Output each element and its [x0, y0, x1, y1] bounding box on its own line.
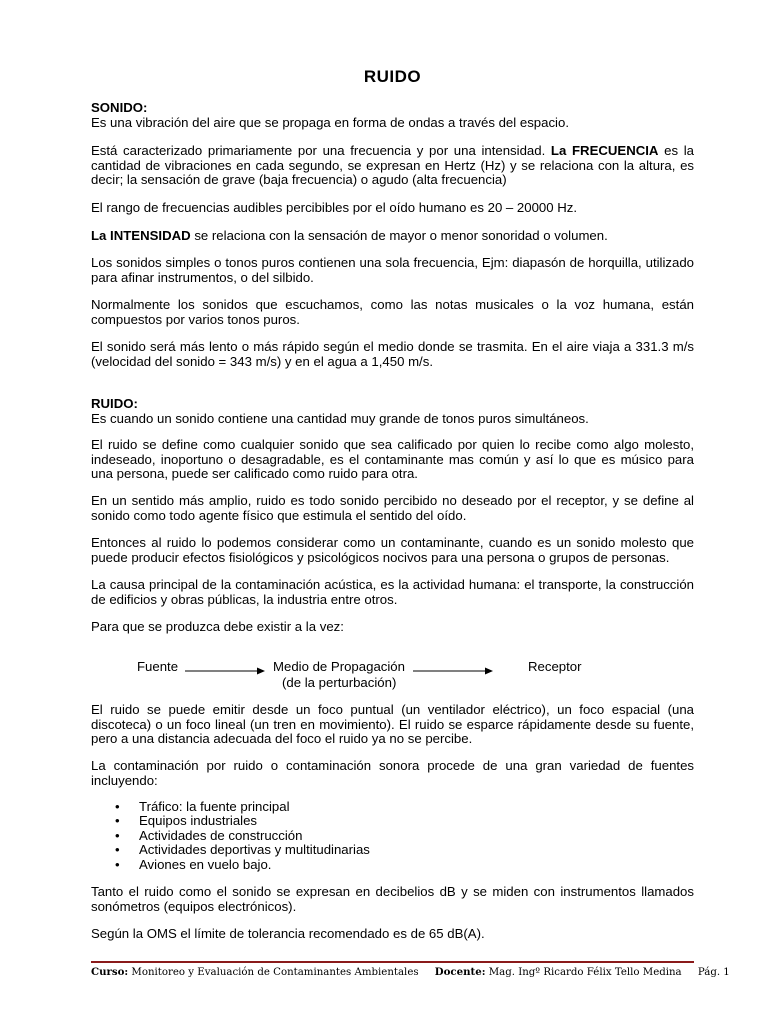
list-item — [91, 843, 694, 857]
sonido-paragraph-3 — [91, 229, 694, 244]
list-item-text: Equipos industriales — [139, 813, 258, 829]
list-item-text: Actividades deportivas y multitudinarias — [139, 842, 370, 858]
sonido-paragraph-6: El sonido será más lento o más rápido según el medio donde se trasmita. En el aire viaja a 331.3 m/s (velocidad del sonido = 343 m/s) y en el agua a 1,450 m/s. — [91, 339, 694, 369]
footer-rule — [91, 961, 694, 963]
list-item — [91, 829, 694, 843]
footer-teacher-label: Docente: — [434, 966, 486, 978]
bullet-icon: • — [115, 856, 120, 872]
diagram-receiver: Receptor — [528, 659, 582, 674]
ruido-intro: Es cuando un sonido contiene una cantidad muy grande de tonos puros simultáneos. — [91, 410, 589, 426]
list-item-text: Tráfico: la fuente principal — [139, 799, 290, 814]
sonido-paragraph-4: Los sonidos simples o tonos puros contienen una sola frecuencia, Ejm: diapasón de horquilla, utilizado para afinar instrumentos, o del silbido. — [91, 255, 694, 285]
diagram-source: Fuente — [137, 659, 179, 674]
ruido-heading: RUIDO: — [91, 396, 138, 411]
ruido-paragraph-8: Tanto el ruido como el sonido se expresan en decibelios dB y se miden con instrumentos llamados sonómetros (equipos electrónicos). — [91, 884, 694, 914]
bullet-icon: • — [115, 813, 120, 829]
footer-course: Monitoreo y Evaluación de Contaminantes Ambientales — [128, 967, 419, 978]
sonido-paragraph-1 — [91, 144, 694, 188]
propagation-diagram — [91, 660, 694, 692]
ruido-section — [91, 397, 694, 426]
frecuencia-term: La FRECUENCIA — [550, 143, 659, 158]
sonido-heading: SONIDO: — [91, 100, 148, 115]
list-item — [91, 858, 694, 872]
sonido-paragraph-2: El rango de frecuencias audibles percibibles por el oído humano es 20 – 20000 Hz. — [91, 200, 578, 215]
bullet-icon: • — [115, 799, 120, 814]
list-item-text: Actividades de construcción — [139, 827, 303, 843]
noise-sources-list — [91, 800, 694, 872]
arrow-right-icon — [413, 666, 493, 676]
footer-page-number: Pág. 1 — [697, 967, 730, 978]
sonido-p1-b: es la cantidad de vibraciones en cada segundo, se expresan en Hertz (Hz) y se relaciona con la altura, es decir; la sensación de grave (baja frecuencia) o agudo (alta frecuencia) — [91, 143, 694, 188]
ruido-paragraph-4: La causa principal de la contaminación acústica, es la actividad humana: el transporte, la construcción de edificios y obras públicas, la industria entre otros. — [91, 577, 694, 607]
list-item — [91, 800, 694, 814]
ruido-paragraph-5: Para que se produzca debe existir a la vez: — [91, 619, 344, 634]
intensidad-term: La INTENSIDAD — [91, 228, 191, 243]
sonido-p3-text: se relaciona con la sensación de mayor o menor sonoridad o volumen. — [190, 228, 608, 243]
bullet-icon: • — [115, 827, 120, 843]
ruido-paragraph-2: En un sentido más amplio, ruido es todo sonido percibido no deseado por el receptor, y se define al sonido como todo agente físico que estimula el sentido del oído. — [91, 493, 694, 523]
list-item — [91, 814, 694, 828]
page-title: RUIDO — [363, 67, 422, 86]
ruido-paragraph-3: Entonces al ruido lo podemos considerar como un contaminante, cuando es un sonido molesto que puede producir efectos fisiológicos y psicológicos nocivos para una persona o grupos de personas. — [91, 535, 694, 565]
diagram-medium-sub: (de la perturbación) — [282, 675, 397, 690]
arrow-right-icon — [185, 666, 265, 676]
ruido-paragraph-6: El ruido se puede emitir desde un foco puntual (un ventilador eléctrico), un foco espacial (una discoteca) o un foco lineal (un tren en movimiento). El ruido se esparce rápidamente desde su fuente, pero a una distancia adecuada del foco el ruido ya no se percibe. — [91, 702, 694, 747]
diagram-medium: Medio de Propagación — [273, 659, 405, 674]
page-footer — [91, 966, 730, 978]
ruido-paragraph-9: Según la OMS el límite de tolerancia recomendado es de 65 dB(A). — [91, 926, 485, 941]
footer-teacher: Mag. Ingº Ricardo Félix Tello Medina — [485, 967, 682, 978]
ruido-paragraph-1: El ruido se define como cualquier sonido que sea calificado por quien lo recibe como algo molesto, indeseado, inoportuno o desagradable, es el contaminante mas común y así lo que es músico para una persona, puede ser calificado como ruido para otra. — [91, 437, 694, 482]
sonido-paragraph-5: Normalmente los sonidos que escuchamos, como las notas musicales o la voz humana, están compuestos por varios tonos puros. — [91, 297, 694, 327]
sonido-p1-a: Está caracterizado primariamente por una frecuencia y por una intensidad. — [91, 143, 551, 158]
bullet-icon: • — [115, 842, 120, 858]
ruido-paragraph-7: La contaminación por ruido o contaminación sonora procede de una gran variedad de fuentes incluyendo: — [91, 758, 694, 788]
footer-course-label: Curso: — [91, 966, 129, 978]
sonido-section — [91, 101, 694, 130]
sonido-intro: Es una vibración del aire que se propaga en forma de ondas a través del espacio. — [91, 114, 569, 130]
list-item-text: Aviones en vuelo bajo. — [139, 856, 272, 872]
